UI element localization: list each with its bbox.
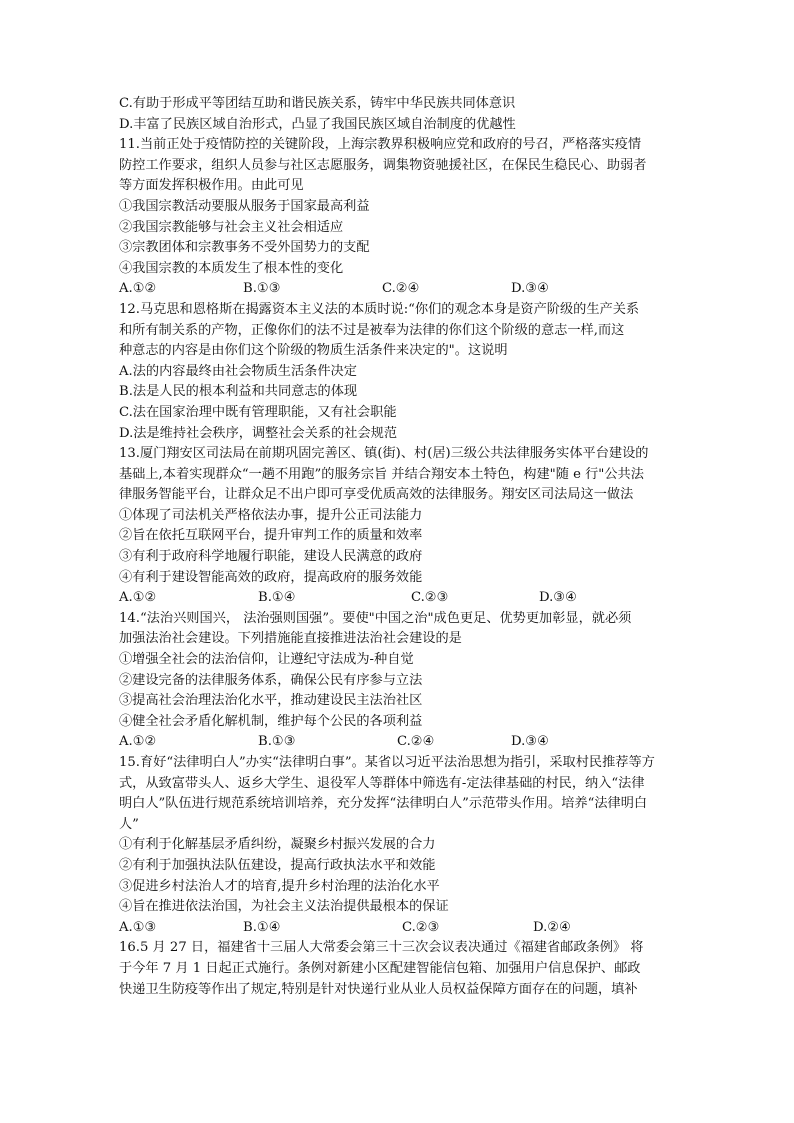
q14-item-3: ③提高社会治理法治化水平，推动建设民主法治社区 <box>119 693 423 709</box>
q16-stem-line: 于今年 7 月 1 日起正式施行。条例对新建小区配建智能信包箱、加强用户信息保护、邮政 <box>119 960 641 976</box>
q11-stem-line: 等方面发挥积极作用。由此可见 <box>119 178 304 194</box>
q15-option-b: B.①④ <box>243 919 281 935</box>
question-15 <box>119 753 679 938</box>
q14-option-c: C.②④ <box>397 734 435 750</box>
q15-stem-line: 式，从致富带头人、返乡大学生、退役军人等群体中筛选有-定法律基础的村民，纳入“法律 <box>119 775 645 791</box>
q15-stem-line: 15.育好“法律明白人”办实“法律明白事”。某省以习近平法治思想为指引，采取村民推荐等方 <box>119 755 655 770</box>
exam-page <box>119 94 679 1000</box>
q13-option-a: A.①② <box>119 590 157 606</box>
q13-stem-line: 13.厦门翔安区司法局在前期巩固完善区、镇(街)、村(居)三级公共法律服务实体平台建设的 <box>119 446 649 462</box>
q11-item-2: ②我国宗教能够与社会主义社会相适应 <box>119 219 344 235</box>
question-16 <box>119 938 679 1000</box>
q15-option-a: A.①③ <box>119 919 157 935</box>
q15-stem-line: 人” <box>119 816 139 832</box>
q11-option-a: A.①② <box>119 281 157 297</box>
q12-stem-line: 和所有制关系的产物，正像你们的法不过是被奉为法律的你们这个阶级的意志一样,而这 <box>119 322 625 338</box>
q13-option-b: B.①④ <box>258 590 296 606</box>
q13-options <box>119 588 679 609</box>
q12-stem-line: 种意志的内容是由你们这个阶级的物质生活条件来决定的"。这说明 <box>119 343 508 359</box>
q16-stem-line: 快递卫生防疫等作出了规定,特别是针对快递行业从业人员权益保障方面存在的问题，填补 <box>119 981 638 997</box>
q11-stem-line: 11.当前正处于疫情防控的关键阶段，上海宗教界积极响应党和政府的号召，严格落实疫情 <box>119 137 642 153</box>
q13-stem-line: 基础上,本着实现群众“一趟不用跑”的服务宗旨 并结合翔安本土特色，构建"随 e 行"公共法 <box>119 466 644 482</box>
question-13 <box>119 444 679 609</box>
q14-item-2: ②建设完备的法律服务体系，确保公民有序参与立法 <box>119 672 423 688</box>
q15-item-3: ③促进乡村法治人才的培育,提升乡村治理的法治化水平 <box>119 878 440 894</box>
q16-stem-line: 16.5 月 27 日，福建省十三届人大常委会第三十三次会议表决通过《福建省邮政条例》 将 <box>119 940 644 956</box>
q11-option-c: C.②④ <box>382 281 420 297</box>
q14-stem-line: 14.“法治兴则国兴， 法治强则国强”。要使"中国之治"成色更足、优势更加彰显，就必须 <box>119 610 632 626</box>
q15-option-d: D.②④ <box>533 919 571 935</box>
q11-option-b: B.①③ <box>243 281 281 297</box>
q12-stem-line: 12.马克思和恩格斯在揭露资本主义法的本质时说:“你们的观念本身是资产阶级的生产关系 <box>119 301 640 317</box>
q13-stem-line: 律服务智能平台，让群众足不出户即可享受优质高效的法律服务。翔安区司法局这一做法 <box>119 487 634 503</box>
q10-choice-c: C.有助于形成平等团结互助和谐民族关系，铸牢中华民族共同体意识 <box>119 96 516 111</box>
q12-choice-c: C.法在国家治理中既有管理职能，又有社会职能 <box>119 404 397 420</box>
q10-choice-d: D.丰富了民族区域自治形式，凸显了我国民族区域自治制度的优越性 <box>119 116 516 132</box>
q13-item-3: ③有利于政府科学地履行职能，建设人民满意的政府 <box>119 549 423 565</box>
q13-option-d: D.③④ <box>539 590 577 606</box>
q11-options <box>119 279 679 300</box>
q14-options <box>119 732 679 753</box>
q12-choice-b: B.法是人民的根本利益和共同意志的体现 <box>119 384 358 400</box>
q14-stem-line: 加强法治社会建设。下列措施能直接推进法治社会建设的是 <box>119 631 462 647</box>
q11-item-4: ④我国宗教的本质发生了根本性的变化 <box>119 260 344 276</box>
question-12 <box>119 300 679 444</box>
q14-option-d: D.③④ <box>511 734 549 750</box>
q12-choice-a: A.法的内容最终由社会物质生活条件决定 <box>119 363 357 379</box>
q13-item-2: ②旨在依托互联网平台，提升审判工作的质量和效率 <box>119 528 423 544</box>
q12-choice-d: D.法是维持社会秩序，调整社会关系的社会规范 <box>119 425 398 441</box>
q15-stem-line: 明白人”队伍进行规范系统培训培养，充分发挥“法律明白人”示范带头作用。培养“法律明白 <box>119 796 648 812</box>
q14-item-4: ④健全社会矛盾化解机制，维护每个公民的各项利益 <box>119 713 423 729</box>
q13-item-1: ①体现了司法机关严格依法办事，提升公正司法能力 <box>119 507 423 523</box>
q15-item-1: ①有利于化解基层矛盾纠纷，凝聚乡村振兴发展的合力 <box>119 837 436 853</box>
q13-option-c: C.②③ <box>411 590 449 606</box>
q14-item-1: ①增强全社会的法治信仰，让遵纪守法成为-种自觉 <box>119 652 414 668</box>
q15-option-c: C.②③ <box>402 919 440 935</box>
question-14 <box>119 609 679 753</box>
q11-item-3: ③宗教团体和宗教事务不受外国势力的支配 <box>119 240 370 256</box>
q11-stem-line: 防控工作要求，组织人员参与社区志愿服务，调集物资驰援社区，在保民生稳民心、助弱者 <box>119 157 647 173</box>
q11-option-d: D.③④ <box>511 281 549 297</box>
q13-item-4: ④有利于建设智能高效的政府，提高政府的服务效能 <box>119 569 423 585</box>
q15-item-2: ②有利于加强执法队伍建设，提高行政执法水平和效能 <box>119 857 436 873</box>
question-11 <box>119 135 679 300</box>
q15-item-4: ④旨在推进依法治国，为社会主义法治提供最根本的保证 <box>119 899 449 915</box>
q14-option-b: B.①③ <box>258 734 296 750</box>
q11-item-1: ①我国宗教活动要服从服务于国家最高利益 <box>119 198 370 214</box>
q15-options <box>119 918 679 939</box>
q14-option-a: A.①② <box>119 734 157 750</box>
